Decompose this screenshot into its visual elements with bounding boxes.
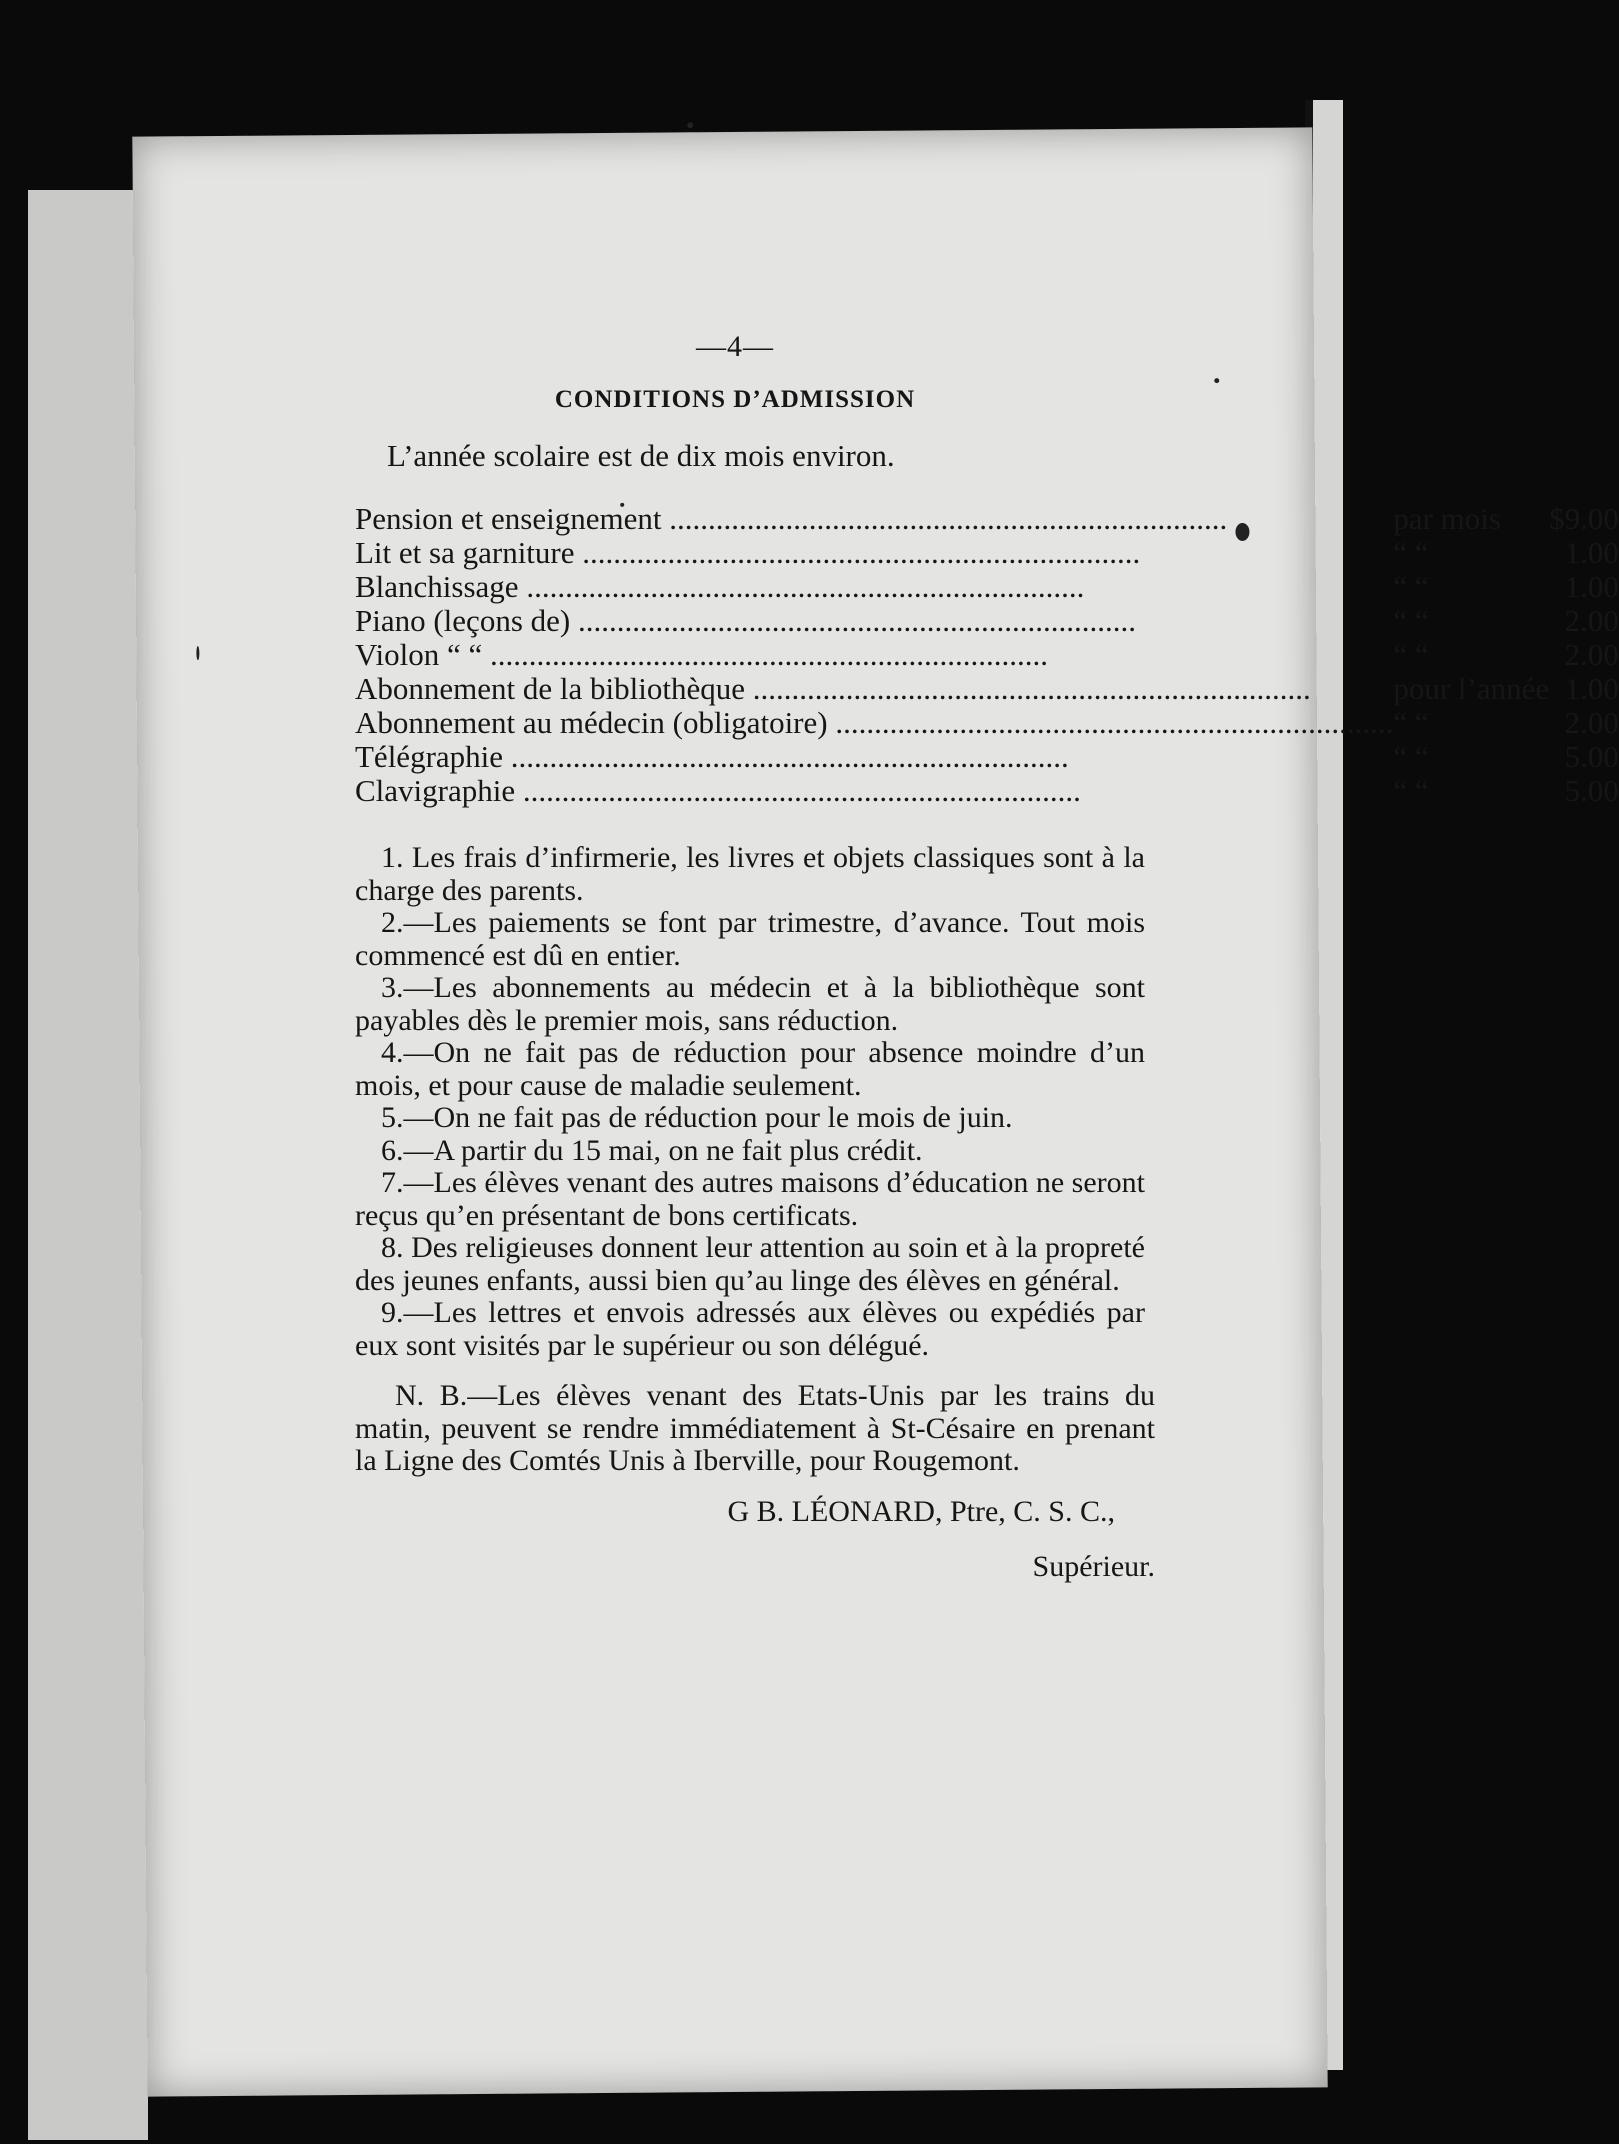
fee-unit: par mois	[1393, 501, 1501, 536]
fee-row	[355, 774, 1619, 808]
fee-row	[355, 638, 1619, 672]
fee-price: 5.00	[1564, 739, 1619, 774]
rule-item: 1. Les frais d’infirmerie, les livres et objets classiques sont à la charge des parents.	[355, 841, 1145, 907]
fee-row	[355, 672, 1619, 706]
fee-price: $9.00	[1549, 501, 1619, 536]
fee-price: 5.00	[1564, 773, 1619, 808]
fee-label: Pension et enseignement	[355, 501, 662, 536]
signature: G B. LÉONARD, Ptre, C. S. C.,	[727, 1494, 1115, 1528]
rule-item: 9.—Les lettres et envois adressés aux élèves ou expédiés par eux sont visités par le supérieur ou son délégué.	[355, 1296, 1145, 1362]
fee-price: 2.00	[1564, 603, 1619, 638]
rule-item: 8. Des religieuses donnent leur attention au soin et à la propreté des jeunes enfants, aussi bien qu’au linge des élèves en général.	[355, 1231, 1145, 1297]
nota-bene: N. B.—Les élèves venant des Etats-Unis par les trains du matin, peuvent se rendre immédiatement à St-Césaire en prenant la Ligne des Comtés Unis à Iberville, pour Rougemont.	[355, 1379, 1155, 1477]
fee-table	[355, 502, 1619, 808]
fee-price: 2.00	[1564, 705, 1619, 740]
fee-price: 1.00	[1564, 671, 1619, 706]
fee-label: Lit et sa garniture	[355, 535, 575, 570]
rule-item: 4.—On ne fait pas de réduction pour absence moindre d’un mois, et pour cause de maladie seulement.	[355, 1036, 1145, 1102]
rule-item: 3.—Les abonnements au médecin et à la bibliothèque sont payables dès le premier mois, sans réduction.	[355, 971, 1145, 1037]
rule-item: 2.—Les paiements se font par trimestre, d’avance. Tout mois commencé est dû en entier.	[355, 906, 1145, 972]
page-title: CONDITIONS D’ADMISSION	[554, 386, 916, 413]
fee-price: 1.00	[1564, 569, 1619, 604]
fee-price: 2.00	[1564, 637, 1619, 672]
print-specks	[132, 127, 1312, 136]
fee-row	[355, 570, 1619, 604]
fee-unit: pour l’année	[1393, 671, 1550, 706]
fee-row	[355, 502, 1619, 536]
rules-list	[355, 842, 1145, 1362]
intro-text: L’année scolaire est de dix mois environ.	[387, 438, 895, 473]
fee-price: 1.00	[1564, 535, 1619, 570]
fee-unit: “ “	[1393, 569, 1429, 604]
page-number: —4—	[696, 330, 774, 363]
signature-role: Supérieur.	[1032, 1550, 1155, 1583]
fee-label: Piano (leçons de)	[355, 603, 571, 638]
rule-item: 6.—A partir du 15 mai, on ne fait plus crédit.	[381, 1133, 923, 1167]
rule-item: 7.—Les élèves venant des autres maisons d’éducation ne seront reçus qu’en présentant de bons certificats.	[355, 1166, 1145, 1232]
fee-unit: “ “	[1393, 739, 1429, 774]
fee-unit: “ “	[1393, 603, 1429, 638]
page-content	[355, 330, 1619, 1584]
fee-label: Blanchissage	[355, 569, 519, 604]
fee-row	[355, 706, 1619, 740]
fee-row	[355, 604, 1619, 638]
fee-unit: “ “	[1393, 773, 1429, 808]
adjacent-page-strip	[28, 190, 148, 2140]
fee-label: Abonnement de la bibliothèque	[355, 671, 745, 706]
fee-unit: “ “	[1393, 705, 1429, 740]
fee-unit: “ “	[1393, 535, 1429, 570]
fee-row	[355, 536, 1619, 570]
fee-label: Violon “ “	[355, 637, 483, 672]
fee-label: Abonnement au médecin (obligatoire)	[355, 705, 828, 740]
rule-item: 5.—On ne fait pas de réduction pour le mois de juin.	[381, 1101, 1013, 1134]
fee-label: Clavigraphie	[355, 773, 516, 808]
fee-row	[355, 740, 1619, 774]
fee-unit: “ “	[1393, 637, 1429, 672]
fee-label: Télégraphie	[355, 739, 504, 774]
